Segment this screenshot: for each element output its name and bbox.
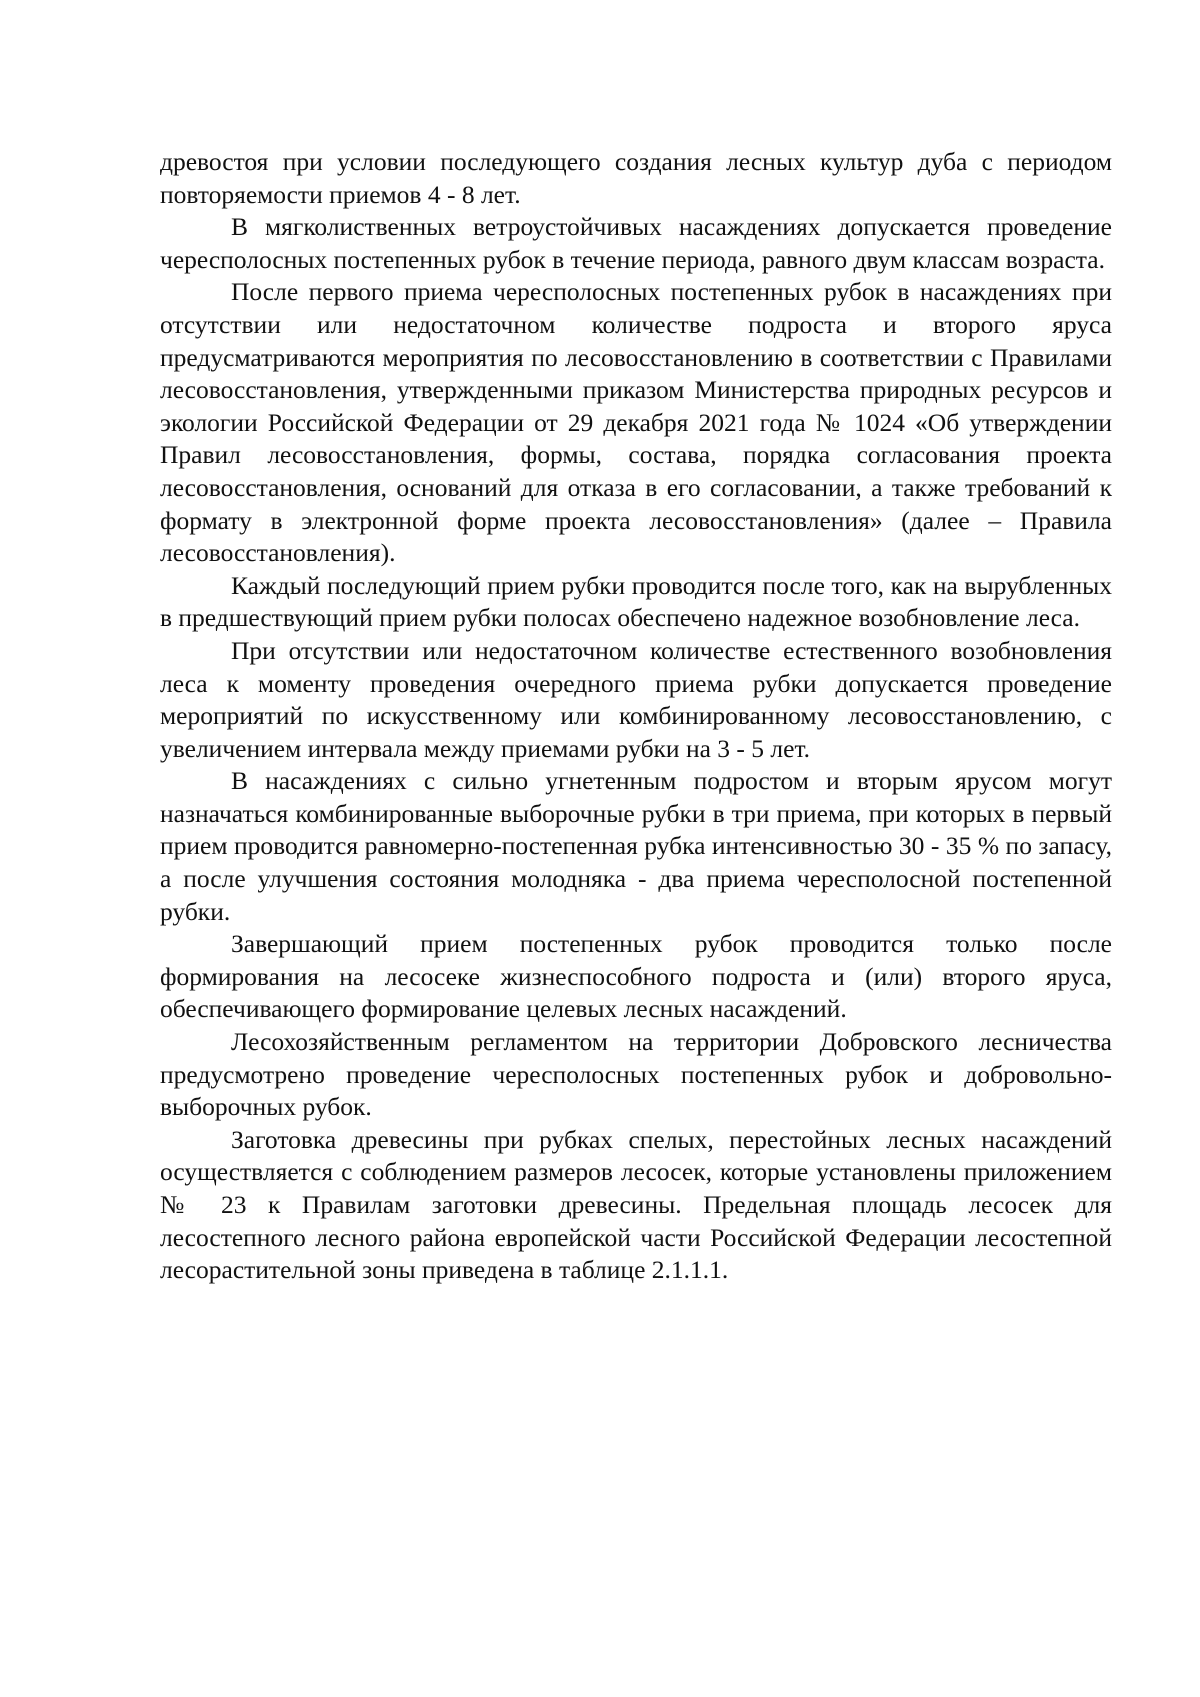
paragraph-subsequent-cutting: Каждый последующий прием рубки проводится после того, как на вырубленных в предшествующий прием рубки полосах обеспечено надежное возобновление леса. xyxy=(160,570,1112,633)
paragraph-forestry-regulation: Лесохозяйственным регламентом на территории Добровского лесничества предусмотрено проведение чересполосных постепенных рубок и добровольно-выборочных рубок. xyxy=(160,1027,1112,1122)
paragraph-combined-selective-cutting: В насаждениях с сильно угнетенным подростом и вторым ярусом могут назначаться комбинированные выборочные рубки в три приема, при которых в первый прием проводится равномерно-постепенная рубка интенсивностью 30 - 35 % по запасу, а после улучшения состояния молодняка - два приема чересполосной постепенной рубки. xyxy=(160,766,1112,926)
paragraph-continuation: древостоя при условии последующего создания лесных культур дуба с периодом повторяемости приемов 4 - 8 лет. xyxy=(160,147,1112,209)
document-body xyxy=(160,146,1112,1287)
paragraph-first-cutting-stage: После первого приема чересполосных постепенных рубок в насаждениях при отсутствии или недостаточном количестве подроста и второго яруса предусматриваются мероприятия по лесовосстановлению в соответствии с Правилами лесовосстановления, утвержденными приказом Министерства природных ресурсов и экологии Российской Федерации от 29 декабря 2021 года № 1024 «Об утверждении Правил лесовосстановления, формы, состава, порядка согласования проекта лесовосстановления, оснований для отказа в его согласовании, а также требований к формату в электронной форме проекта лесовосстановления» (далее – Правила лесовосстановления). xyxy=(160,277,1112,568)
paragraph-final-cutting-stage: Завершающий прием постепенных рубок проводится только после формирования на лесосеке жизнеспособного подроста и (или) второго яруса, обеспечивающего формирование целевых лесных насаждений. xyxy=(160,929,1112,1024)
paragraph-soft-leaved-stands: В мягколиственных ветроустойчивых насаждениях допускается проведение чересполосных постепенных рубок в течение периода, равного двум классам возраста. xyxy=(160,212,1112,274)
paragraph-timber-harvesting: Заготовка древесины при рубках спелых, перестойных лесных насаждений осуществляется с соблюдением размеров лесосек, которые установлены приложением № 23 к Правилам заготовки древесины. Предельная площадь лесосек для лесостепного лесного района европейской части Российской Федерации лесостепной лесорастительной зоны приведена в таблице 2.1.1.1. xyxy=(160,1124,1112,1285)
paragraph-insufficient-regeneration: При отсутствии или недостаточном количестве естественного возобновления леса к моменту проведения очередного приема рубки допускается проведение мероприятий по искусственному или комбинированному лесовосстановлению, с увеличением интервала между приемами рубки на 3 - 5 лет. xyxy=(160,635,1112,763)
